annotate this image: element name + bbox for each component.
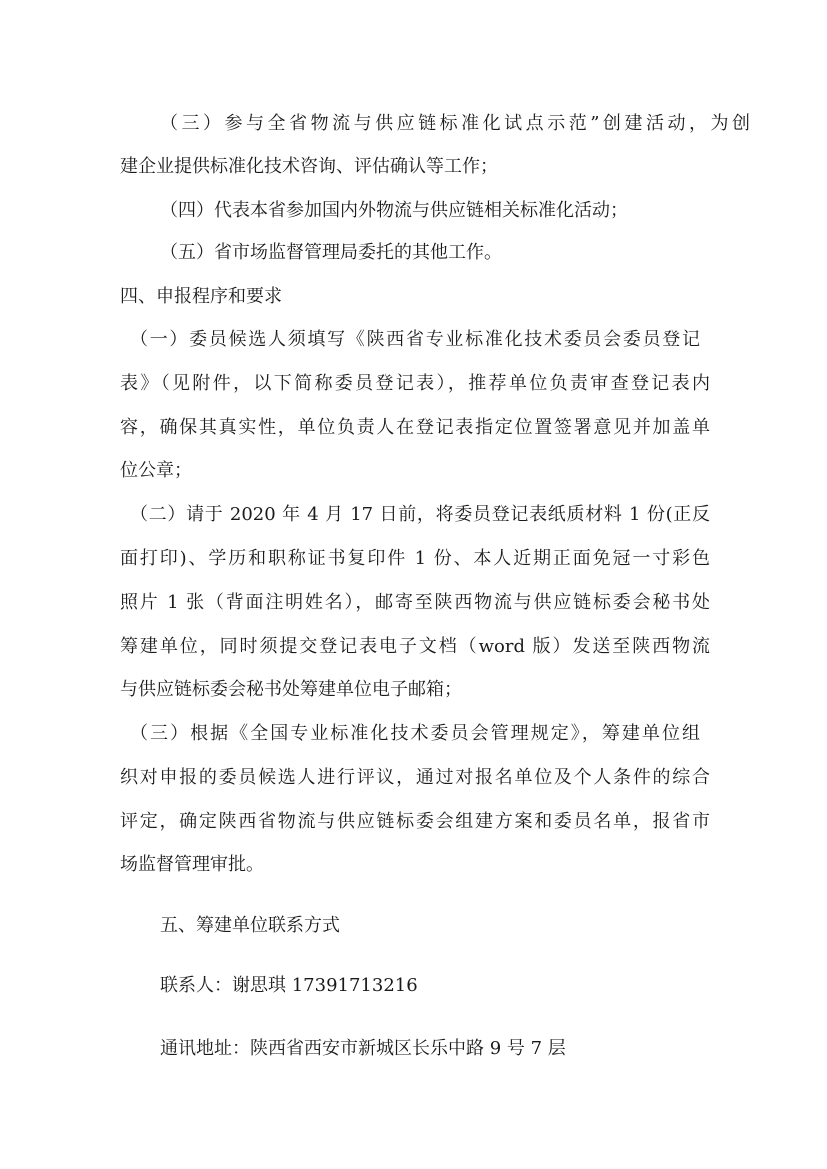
item-4: （四）代表本省参加国内外物流与供应链相关标准化活动； bbox=[160, 200, 628, 221]
item-5: （五）省市场监督管理局委托的其他工作。 bbox=[160, 242, 502, 263]
section-4-para-2-line-3: 照片 1 张（背面注明姓名），邮寄至陕西物流与供应链标委会秘书处 bbox=[120, 592, 710, 613]
section-4-para-1-line-2: 表》（见附件，以下简称委员登记表），推荐单位负责审查登记表内 bbox=[120, 373, 710, 394]
section-4-para-2-line-5: 与供应链标委会秘书处筹建单位电子邮箱； bbox=[120, 679, 462, 700]
section-4-para-2-line-1: （二）请于 2020 年 4 月 17 日前，将委员登记表纸质材料 1 份(正反 bbox=[130, 504, 710, 525]
contact-address: 通讯地址：陕西省西安市新城区长乐中路 9 号 7 层 bbox=[160, 1038, 566, 1059]
section-4-para-3-line-4: 场监督管理审批。 bbox=[120, 854, 264, 875]
contact-person: 联系人：谢思琪 17391713216 bbox=[160, 975, 418, 996]
section-4-para-1-line-1: （一）委员候选人须填写《陕西省专业标准化技术委员会委员登记 bbox=[130, 329, 700, 350]
section-4-para-2-line-4: 筹建单位，同时须提交登记表电子文档（word 版）发送至陕西物流 bbox=[120, 636, 710, 657]
section-4-para-3-line-2: 织对申报的委员候选人进行评议，通过对报名单位及个人条件的综合 bbox=[120, 767, 710, 788]
item-3-line-2: 建企业提供标准化技术咨询、评估确认等工作； bbox=[120, 156, 498, 177]
section-4-para-1-line-3: 容，确保其真实性，单位负责人在登记表指定位置签署意见并加盖单 bbox=[120, 417, 710, 438]
section-4-para-1-line-4: 位公章； bbox=[120, 460, 192, 481]
section-4-heading: 四、申报程序和要求 bbox=[120, 286, 282, 307]
section-5-heading: 五、筹建单位联系方式 bbox=[160, 915, 340, 936]
section-4-para-2-line-2: 面打印)、学历和职称证书复印件 1 份、本人近期正面免冠一寸彩色 bbox=[120, 548, 710, 569]
section-4-para-3-line-3: 评定，确定陕西省物流与供应链标委会组建方案和委员名单，报省市 bbox=[120, 811, 710, 832]
section-4-para-3-line-1: （三）根据《全国专业标准化技术委员会管理规定》，筹建单位组 bbox=[130, 723, 700, 744]
item-3-line-1: （三）参与全省物流与供应链标准化试点示范”创建活动，为创 bbox=[160, 113, 750, 134]
